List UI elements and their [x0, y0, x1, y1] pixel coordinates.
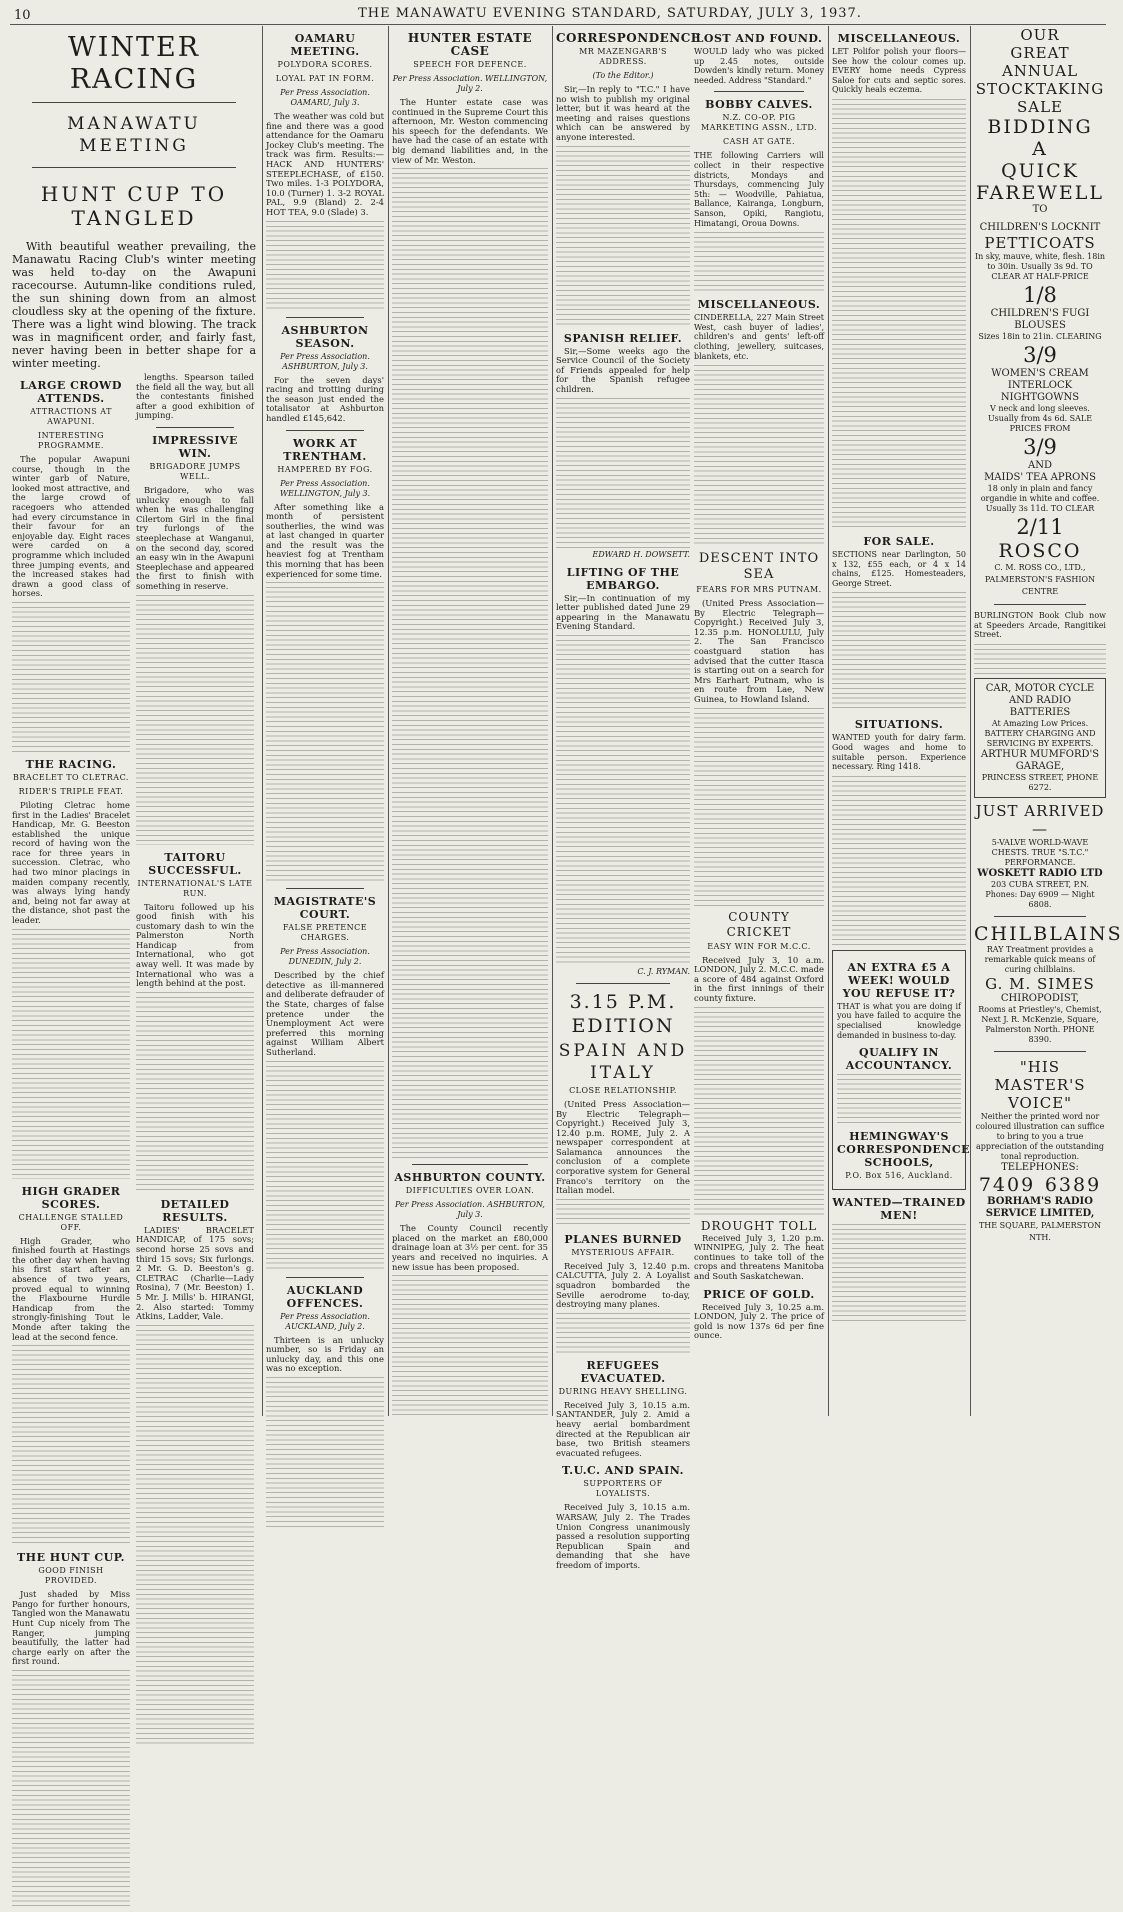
- winter-racing-article: [12, 26, 256, 1667]
- section-heading: LOST AND FOUND.: [695, 32, 823, 45]
- ad-line: GREAT ANNUAL: [1001, 44, 1079, 80]
- rosco-sale-ad: [974, 26, 1106, 598]
- headline-hunt-cup: HUNT CUP TO TANGLED: [40, 182, 228, 230]
- column-rule: [828, 26, 829, 1416]
- article-text: Sir,—In continuation of my letter published dated June 29 appearing in the Manawatu Evening Standard.: [556, 592, 690, 632]
- page-number: 10: [14, 8, 31, 23]
- article-text: For the seven days' racing and trotting during the season just ended the totalisator at Ashburton handled £145,642.: [266, 374, 384, 423]
- article-text: Sir,—In reply to "T.C." I have no wish to publish my original letter, but it was heard at the meeting and raises questions which can be answered by anyone interested.: [556, 84, 690, 142]
- article-text: Described by the chief detective as ill-mannered and deliberate defrauder of the State, charges of false pretence under the Unemployment Act were preferred this morning against William Albert Sutherland.: [266, 970, 384, 1057]
- section-heading: SPANISH RELIEF.: [563, 331, 683, 345]
- article-text: Received July 3, 10.15 a.m. SANTANDER, July 2. Amid a heavy aerial bombardment directed at the Republican air base, two British steamers evacuated refugees.: [556, 1399, 690, 1458]
- classified-ad: WOULD lady who was picked up 2.45 notes, outside Dowden's kindly return. Money needed. Address "Standard.": [694, 47, 824, 85]
- section-subheading: DIFFICULTIES OVER LOAN.: [405, 1186, 535, 1196]
- section-heading: THE RACING.: [25, 757, 117, 771]
- ad-heading: ARTHUR MUMFORD'S GARAGE,: [980, 748, 1100, 772]
- section-subheading: BRIGADORE JUMPS WELL.: [149, 461, 241, 481]
- byline: Per Press Association. WELLINGTON, July 3.: [279, 478, 371, 498]
- section-subheading: FEARS FOR MRS PUTNAM.: [696, 585, 822, 595]
- article-text: lengths. Spearson tailed the field all the way, but all the contestants finished after a good exhibition of jumping.: [136, 372, 254, 421]
- chilblains-ad: [974, 922, 1123, 1045]
- article-text: Received July 3, 1.20 p.m. WINNIPEG, July 2. The heat continues to take toll of the crops and threatens Manitoba and South Saskatchewan.: [694, 1232, 824, 1281]
- article-text: (United Press Association—By Electric Telegraph—Copyright.) Received July 3, 12.35 p.m. HONOLULU, July 2. The San Francisco coastguard station has advised that the cutter Itasca is starting out on a search for Mrs Earhart Putnam, who is en route from Lae, New Guinea, to Howland Island.: [694, 598, 824, 705]
- section-heading: DETAILED RESULTS.: [160, 1197, 230, 1224]
- section-heading: BOBBY CALVES.: [705, 98, 813, 112]
- article-text: High Grader, who finished fourth at Hastings the other day when having his first start after an absence of two years, proved equal to winning the Flaxbourne Hurdle Handicap from the strongly-finishing Tout le Monde after taking the lead at the second fence.: [12, 1235, 130, 1342]
- section-subheading: EASY WIN FOR M.C.C.: [707, 941, 811, 951]
- byline: Per Press Association. OAMARU, July 3.: [280, 88, 370, 107]
- price: 3/9: [1023, 435, 1057, 459]
- ad-line: AND: [1028, 460, 1052, 471]
- ad-line: OUR: [1020, 26, 1060, 44]
- byline: Per Press Association. ASHBURTON, July 3.: [280, 351, 370, 371]
- lead-paragraph: With beautiful weather prevailing, the Manawatu Racing Club's winter meeting was held to-day on the Awapuni racecourse. Autumn-like conditions ruled, the sun shining down from an almost cloudless sky at the opening of the fixture. There was a light wind blowing. The track was in magnificent order, and fairly fast, never having been in better shape for a winter meeting.: [12, 240, 256, 370]
- section-subheading: INTERESTING PROGRAMME.: [37, 431, 105, 450]
- ad-line: BIDDING: [987, 116, 1093, 138]
- section-heading: PLANES BURNED: [564, 1232, 682, 1246]
- section-heading: ASHBURTON COUNTY.: [394, 1171, 546, 1185]
- ad-heading: CAR, MOTOR CYCLE AND RADIO BATTERIES: [985, 682, 1095, 718]
- headline-manawatu-meeting: MANAWATU MEETING: [67, 114, 201, 156]
- ad-text: PRINCESS STREET, PHONE 6272.: [981, 772, 1099, 792]
- ad-heading: AN EXTRA £5 A WEEK! WOULD YOU REFUSE IT?: [842, 960, 956, 1000]
- section-heading: MAGISTRATE'S COURT.: [273, 895, 377, 922]
- section-heading: OAMARU MEETING.: [290, 32, 360, 58]
- section-subheading: INTERNATIONAL'S LATE RUN.: [137, 878, 253, 898]
- ad-text: V neck and long sleeves. Usually from 4s 6d. SALE PRICES FROM: [987, 404, 1093, 433]
- section-heading: LARGE CROWD ATTENDS.: [20, 379, 122, 405]
- article-text: Received July 3, 10.25 a.m. LONDON, July 2. The price of gold is now 137s 6d per fine ounce.: [694, 1301, 824, 1341]
- column-rule: [552, 26, 553, 1416]
- section-heading: HIGH GRADER SCORES.: [21, 1184, 121, 1211]
- section-heading: THE HUNT CUP.: [17, 1551, 125, 1565]
- section-subheading: SPEECH FOR DEFENCE.: [413, 60, 527, 69]
- article-text: The Hunter estate case was continued in the Supreme Court this afternoon, Mr. Weston commencing his speech for the defendants. We have had the case of an estate with big demand liabilities and, in the view of Mr. Weston.: [392, 97, 548, 165]
- brand-name: ROSCO: [998, 540, 1082, 562]
- ad-heading: WOSKETT RADIO LTD: [977, 867, 1103, 879]
- his-masters-voice-ad: [974, 1058, 1106, 1244]
- price: 1/8: [1023, 283, 1057, 307]
- ad-subheading: TELEPHONES:: [1001, 1161, 1079, 1173]
- article-text: The weather was cold but fine and there was a good attendance for the Oamaru Jockey Club's meeting. The track was firm. Results:— HACK AND HUNTERS' STEEPLECHASE, of £150. Two miles. 1-3 POLYDORA, 10.0 (Turner) 1. 3-2 ROYAL PAL, 9.9 (Bland) 2. 2-4 HOT TEA, 9.0 (Slade) 3.: [266, 111, 384, 217]
- column-rule: [970, 26, 971, 1416]
- article-text: Received July 3, 10 a.m. LONDON, July 2. M.C.C. made a score of 484 against Oxford in the first innings of their county fixture.: [694, 954, 824, 1003]
- section-subheading: MYSTERIOUS AFFAIR.: [571, 1247, 675, 1257]
- section-subheading: LOYAL PAT IN FORM.: [275, 74, 375, 83]
- ad-text: Sizes 18in to 21in. CLEARING: [978, 332, 1102, 341]
- article-text: Piloting Cletrac home first in the Ladies' Bracelet Handicap, Mr. G. Beeston established the unique record of having won the race for three years in succession. Cletrac, who had two minor placings in maiden company recently, was always lying handy and, being not far away at the distance, shot past the leader.: [12, 799, 130, 926]
- ad-line: CHILDREN'S FUGI BLOUSES: [990, 308, 1090, 331]
- article-text: The County Council recently placed on the market an £80,000 drainage loan at 3½ per cent. for 35 years and received no inquiries. A new issue has been proposed.: [392, 1223, 548, 1272]
- section-subheading: FALSE PRETENCE CHARGES.: [282, 923, 368, 943]
- ad-line: PALMERSTON'S FASHION CENTRE: [984, 575, 1096, 596]
- sports-briefs-column: [266, 26, 384, 1416]
- masthead-rule: [10, 24, 1106, 25]
- article-text: Received July 3, 10.15 a.m. WARSAW, July 2. The Trades Union Congress unanimously passed a resolution supporting Republican Spain and demanding that she have freedom of imports.: [556, 1502, 690, 1570]
- ad-line: A: [1032, 138, 1048, 160]
- ad-text: 203 CUBA STREET, P.N. Phones: Day 6909 — Night 6808.: [985, 879, 1095, 909]
- ad-text: Rooms at Priestley's, Chemist, Next J. R. McKenzie, Square, Palmerston North. PHONE 8390.: [978, 1004, 1102, 1044]
- ad-text: THAT is what you are doing if you have failed to acquire the specialised knowledge demanded in business to-day.: [837, 1001, 961, 1040]
- ad-text: 18 only in plain and fancy organdie in white and coffee. Usually 3s 11d. TO CLEAR: [980, 484, 1100, 513]
- ad-text: RAY Treatment provides a remarkable quick means of curing chilblains.: [984, 944, 1096, 974]
- article-text: (United Press Association—By Electric Telegraph—Copyright.) Received July 3, 12.40 p.m. ROME, July 2. A newspaper correspondent at Salamanca announces the conclusion of a complete corporative system for General Franco's territory on the Italian model.: [556, 1098, 690, 1196]
- ad-heading: QUALIFY IN ACCOUNTANCY.: [845, 1046, 953, 1073]
- battery-ad: [974, 678, 1106, 798]
- section-heading: MISCELLANEOUS.: [697, 298, 821, 312]
- ad-line: WOMEN'S CREAM INTERLOCK NIGHTGOWNS: [991, 368, 1089, 403]
- ad-text: Neither the printed word nor coloured illustration can suffice to bring to you a true appreciation of the outstanding tonal reproduction.: [975, 1111, 1105, 1161]
- ad-subheading: CHIROPODIST,: [1000, 992, 1080, 1004]
- section-subheading: MR MAZENGARB'S ADDRESS.: [579, 47, 667, 66]
- display-ads-column: [974, 26, 1123, 1416]
- article-text: Just shaded by Miss Pango for further honours, Tangled won the Manawatu Hunt Cup nicely from The Ranger, jumping beautifully, the latter had charge early on after the first round.: [12, 1589, 130, 1667]
- signature: C. J. RYMAN.: [637, 966, 690, 976]
- section-subheading: ATTRACTIONS AT AWAPUNI.: [30, 407, 112, 426]
- section-heading: MISCELLANEOUS.: [837, 32, 961, 45]
- section-heading: CORRESPONDENCE: [556, 31, 701, 45]
- section-subheading: RIDER'S TRIPLE FEAT.: [18, 786, 124, 796]
- section-subheading: POLYDORA SCORES.: [277, 60, 373, 69]
- woskett-radio-ad: [974, 802, 1106, 910]
- section-heading: WORK AT TRENTHAM.: [283, 436, 367, 463]
- headline-descent-into-sea: DESCENT INTO SEA: [698, 551, 820, 583]
- news-and-lost-found-column: [694, 26, 824, 1416]
- ad-line: QUICK: [1001, 160, 1079, 182]
- article-text: Taitoru followed up his good finish with his customary dash to win the Palmerston North Handicap from International, who got away well. It was made by International who was a length behind at the post.: [136, 901, 254, 989]
- ad-line: C. M. ROSS CO., LTD.,: [994, 563, 1086, 572]
- edition-banner: 3.15 P.M. EDITION: [569, 990, 677, 1037]
- price: 3/9: [1023, 343, 1057, 367]
- section-heading: WANTED—TRAINED MEN!: [832, 1196, 966, 1223]
- masthead: THE MANAWATU EVENING STANDARD, SATURDAY, JULY 3, 1937.: [358, 6, 862, 21]
- telephone-number: 7409: [978, 1173, 1036, 1196]
- article-text: Received July 3, 12.40 p.m. CALCUTTA, July 2. A Loyalist squadron bombarded the Seville aerodrome to-day, destroying many planes.: [556, 1260, 690, 1310]
- article-text: Thirteen is an unlucky number, so is Friday an unlucky day, and this one was no exception.: [266, 1334, 384, 1374]
- ad-line: PETTICOATS: [984, 234, 1096, 252]
- article-text: LADIES' BRACELET HANDICAP, of 175 sovs; second horse 25 sovs and third 15 sovs; Six furlongs. 2 Mr. G. D. Beeston's g. CLETRAC (Charlie—Lady Rosina), 7 (Mr. Beeston) 1. 5 Mr. J. Mills' b. HIRANGI, 2. Also started: Tommy Atkins, Ladder, Vale.: [136, 1224, 254, 1322]
- ad-heading: JUST ARRIVED—: [975, 801, 1105, 838]
- article-text: The popular Awapuni course, though in the winter garb of Nature, looked most attractive, and the large crowd of racegoers who attended had every circumstance in their favour for an enjoyable day. Eight races were carded on a programme which included three jumping events, and the increased stakes had drawn a good class of horses.: [12, 454, 130, 599]
- ad-line: SALE: [1016, 98, 1064, 116]
- section-heading: AUCKLAND OFFENCES.: [286, 1283, 364, 1310]
- section-subheading: CLOSE RELATIONSHIP.: [569, 1085, 677, 1095]
- section-heading: PRICE OF GOLD.: [703, 1287, 815, 1301]
- section-heading: IMPRESSIVE WIN.: [152, 433, 238, 460]
- column-rule: [262, 26, 263, 1416]
- telephone-number: 6389: [1044, 1173, 1102, 1196]
- section-heading: HUNTER ESTATE CASE: [407, 31, 533, 58]
- classifieds-column: [832, 26, 970, 1416]
- section-subheading: SUPPORTERS OF LOYALISTS.: [583, 1479, 663, 1499]
- classified-ad: LET Polifor polish your floors—See how the colour comes up. EVERY home needs Cypress Saloe for cuts and septic sores. Quickly heals eczema.: [832, 47, 966, 95]
- ad-text: At Amazing Low Prices. BATTERY CHARGING AND SERVICING BY EXPERTS.: [984, 718, 1096, 748]
- classified-ad: CINDERELLA, 227 Main Street West, cash buyer of ladies', children's and gents' left-off clothing, jewellery, suitcases, blankets, etc.: [694, 313, 824, 361]
- ad-heading: HEMINGWAY'S CORRESPONDENCE SCHOOLS,: [837, 1130, 970, 1170]
- signature: EDWARD H. DOWSETT.: [592, 549, 690, 559]
- section-subheading: CHALLENGE STALLED OFF.: [18, 1212, 124, 1232]
- price: 2/11: [1016, 515, 1064, 539]
- ad-line: CHILDREN'S LOCKNIT: [979, 222, 1101, 233]
- ad-heading: CHILBLAINS: [974, 922, 1123, 945]
- section-heading: SITUATIONS.: [854, 718, 944, 732]
- ad-text: In sky, mauve, white, flesh. 18in to 30in. Usually 3s 9d. TO CLEAR AT HALF-PRICE: [974, 252, 1106, 281]
- classified-ad: BURLINGTON Book Club now at Speeders Arcade, Rangitikei Street.: [974, 611, 1106, 640]
- section-subheading: HAMPERED BY FOG.: [277, 464, 373, 474]
- article-text: Brigadore, who was unlucky enough to fall when he was challenging Cilertom Girl in the final try furlongs of the steeplechase at Wanganui, on the second day, scored an easy win in the Awapuni Steeplechase and appeared the first to finish with something in reserve.: [136, 484, 254, 591]
- ad-line: STOCKTAKING: [975, 80, 1105, 98]
- section-subheading: BRACELET TO CLETRAC.: [13, 772, 129, 782]
- ad-line: TO: [1032, 204, 1048, 215]
- section-heading: ASHBURTON SEASON.: [281, 323, 369, 350]
- headline-drought-toll: DROUGHT TOLL: [700, 1218, 818, 1233]
- correspondence-column: [556, 26, 701, 1570]
- headline-spain-italy: SPAIN AND ITALY: [558, 1040, 688, 1083]
- racing-subcolumn-left: [12, 373, 130, 1912]
- ad-line: MAIDS' TEA APRONS: [984, 472, 1096, 483]
- section-heading: FOR SALE.: [863, 534, 935, 548]
- ad-heading: "HIS MASTER'S VOICE": [994, 1057, 1086, 1112]
- ad-subheading: P.O. Box 516, Auckland.: [845, 1171, 953, 1181]
- ad-line: FAREWELL: [975, 182, 1105, 204]
- byline: Per Press Association. WELLINGTON, July 2.: [392, 74, 548, 93]
- ad-text: 5-VALVE WORLD-WAVE CHESTS. TRUE "S.T.C." PERFORMANCE.: [991, 837, 1089, 867]
- headline-winter-racing: WINTER RACING: [67, 32, 201, 95]
- classified-ad: THE following Carriers will collect in their respective districts, Mondays and Thursdays, commencing July 5th: — Woodville, Pahiatua, Ballance, Kairanga, Longburn, Sanson, Opiki, Rangiotu, Himatangi, Oroua Downs.: [694, 151, 824, 228]
- classified-ad: WANTED youth for dairy farm. Good wages and home to suitable person. Experience necessary. Ring 1418.: [832, 733, 966, 772]
- classified-ad: SECTIONS near Darlington, 50 x 132, £55 each, or 4 x 14 chains, £125. Homesteaders, George Street.: [832, 549, 966, 588]
- ad-heading: G. M. SIMES: [985, 974, 1095, 993]
- byline: Per Press Association. DUNEDIN, July 2.: [280, 947, 370, 967]
- ad-text: THE SQUARE, PALMERSTON NTH.: [978, 1220, 1102, 1242]
- ad-heading: BORHAM'S RADIO SERVICE LIMITED,: [985, 1195, 1095, 1219]
- byline: (To the Editor.): [592, 71, 654, 80]
- section-subheading: N.Z. CO-OP. PIG MARKETING ASSN., LTD.: [700, 113, 818, 133]
- article-text: Sir,—Some weeks ago the Service Council of the Society of Friends appealed for help for the Spanish refugee children.: [556, 345, 690, 394]
- section-subheading: CASH AT GATE.: [722, 137, 796, 147]
- section-subheading: DURING HEAVY SHELLING.: [558, 1386, 688, 1396]
- section-heading: TAITORU SUCCESSFUL.: [148, 850, 242, 877]
- byline: Per Press Association. AUCKLAND, July 2.: [280, 1311, 370, 1331]
- racing-subcolumn-right: [136, 373, 254, 1912]
- section-heading: LIFTING OF THE EMBARGO.: [566, 565, 680, 592]
- section-subheading: GOOD FINISH PROVIDED.: [38, 1566, 104, 1586]
- section-heading: REFUGEES EVACUATED.: [580, 1358, 666, 1385]
- hunter-estate-column: [392, 26, 548, 1416]
- byline: Per Press Association. ASHBURTON, July 3.: [395, 1200, 545, 1220]
- column-rule: [388, 26, 389, 1416]
- headline-county-cricket: COUNTY CRICKET: [726, 909, 792, 939]
- section-heading: T.U.C. AND SPAIN.: [562, 1464, 684, 1478]
- article-text: After something like a month of persistent southerlies, the wind was at last changed in quarter and the result was the heaviest fog at Trentham this morning that has been experienced for some time.: [266, 501, 384, 579]
